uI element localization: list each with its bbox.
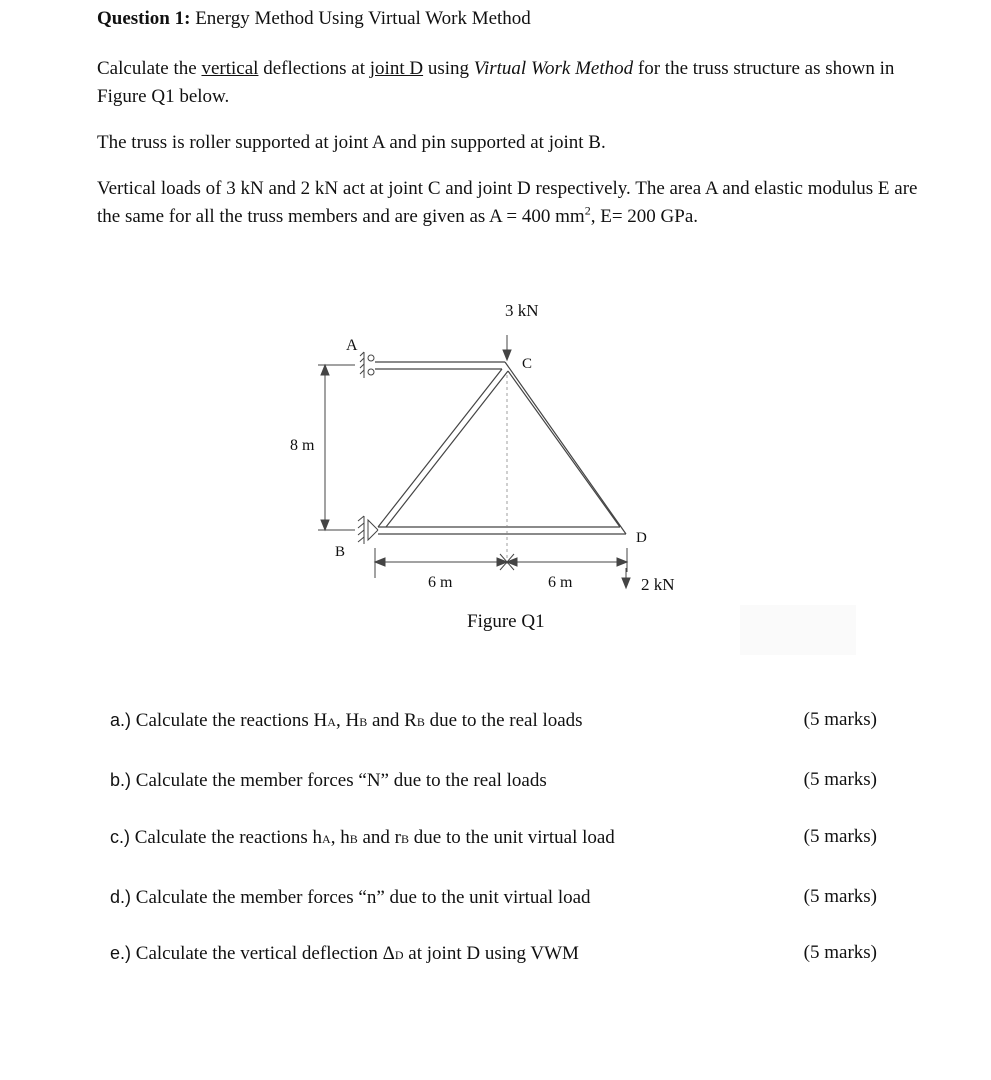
subscript: B	[401, 832, 410, 846]
underlined-vertical: vertical	[201, 58, 259, 79]
text-run: using	[423, 58, 474, 79]
superscript: 2	[584, 203, 591, 218]
subscript: D	[394, 948, 404, 962]
part-a	[110, 707, 890, 735]
span2-label: 6 m	[548, 574, 573, 591]
height-dimension	[318, 365, 355, 530]
joint-d-label: D	[636, 530, 647, 546]
italic-method: Virtual Work Method	[473, 58, 634, 79]
text-run: and R	[367, 710, 417, 731]
truss-members	[375, 362, 626, 534]
span-dimension	[375, 548, 627, 578]
text-run: Calculate the reactions H	[131, 710, 328, 731]
question-title-text: Energy Method Using Virtual Work Method	[195, 8, 531, 29]
load-arrow-d	[622, 568, 630, 588]
figure-caption: Figure Q1	[467, 611, 545, 632]
text-run: Calculate the vertical deflection Δ	[131, 943, 395, 964]
question-label: Question 1:	[97, 8, 191, 29]
subscript: A	[327, 715, 336, 729]
subscript: A	[322, 832, 331, 846]
text-run: due to the unit virtual load	[409, 827, 615, 848]
part-e	[110, 940, 890, 968]
joint-c-label: C	[522, 356, 533, 372]
load-c-label: 3 kN	[505, 301, 539, 320]
part-label: d.)	[110, 887, 132, 907]
underlined-joint-d: joint D	[369, 58, 424, 79]
marks-label: (5 marks)	[803, 826, 877, 847]
subscript: B	[416, 715, 425, 729]
member-bc-inner	[386, 371, 508, 527]
part-label: b.)	[110, 770, 132, 790]
paragraph-supports: The truss is roller supported at joint A and pin supported at joint B.	[97, 132, 606, 153]
part-label: c.)	[110, 827, 130, 847]
text-run: Vertical loads of 3 kN and 2 kN act at joint C and joint D respectively. The area A and elastic modulus E are the same for all the truss members and are given as A = 400 mm	[97, 178, 918, 227]
member-bc	[378, 369, 502, 527]
truss-figure	[270, 290, 700, 640]
joint-b-label: B	[335, 544, 346, 560]
span1-label: 6 m	[428, 574, 453, 591]
part-label: e.)	[110, 943, 132, 963]
pin-support-b	[358, 516, 378, 544]
paragraph-loads	[97, 175, 927, 231]
text-run: for the truss structure as shown in Figure Q1 below.	[97, 58, 895, 107]
text-run: , E= 200 GPa.	[590, 206, 699, 227]
text-run: , H	[335, 710, 360, 731]
text-run: Calculate the member forces “N” due to the real loads	[131, 770, 547, 791]
text-run: at joint D using VWM	[403, 943, 579, 964]
marks-label: (5 marks)	[803, 709, 877, 730]
part-b	[110, 767, 890, 794]
question-title	[97, 5, 927, 33]
scan-artifact	[740, 605, 856, 655]
text-run: Calculate the reactions h	[130, 827, 323, 848]
marks-label: (5 marks)	[803, 769, 877, 790]
height-label: 8 m	[290, 437, 315, 454]
roller-support-a	[360, 352, 374, 378]
subscript: B	[349, 832, 358, 846]
joint-a-label: A	[346, 337, 358, 354]
text-run: due to the real loads	[424, 710, 583, 731]
text-run: , h	[330, 827, 350, 848]
text-run: Calculate the	[97, 58, 202, 79]
load-d-label: 2 kN	[641, 575, 675, 594]
paragraph-task	[97, 55, 927, 111]
part-d	[110, 884, 890, 911]
load-arrow-c	[503, 335, 511, 360]
subscript: B	[359, 715, 368, 729]
marks-label: (5 marks)	[803, 886, 877, 907]
part-label: a.)	[110, 710, 132, 730]
text-run: deflections at	[258, 58, 370, 79]
marks-label: (5 marks)	[803, 942, 877, 963]
text-run: and r	[357, 827, 401, 848]
part-c	[110, 824, 890, 852]
member-cd-inner	[508, 371, 620, 527]
member-cd	[505, 362, 626, 534]
text-run: Calculate the member forces “n” due to the unit virtual load	[131, 887, 591, 908]
